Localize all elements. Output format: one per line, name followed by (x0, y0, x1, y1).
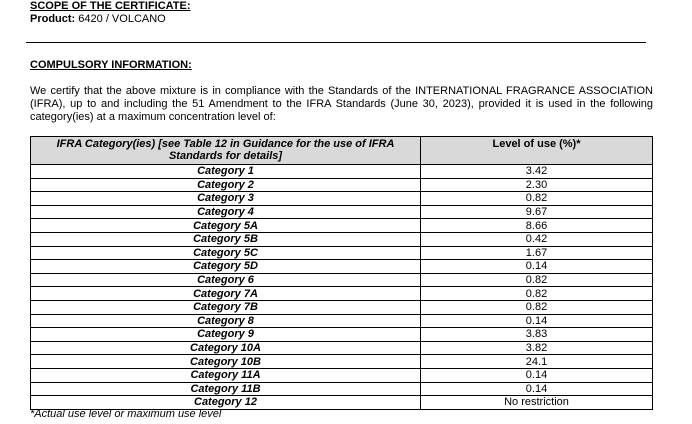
table-row (31, 232, 653, 246)
category-cell: Category 6 (31, 273, 421, 287)
table-row (31, 246, 653, 260)
scope-title: SCOPE OF THE CERTIFICATE: (30, 0, 191, 12)
footnote: *Actual use level or maximum use level (30, 408, 222, 420)
table-row (31, 178, 653, 192)
table-body (31, 165, 653, 410)
category-cell: Category 11B (31, 382, 421, 396)
category-cell: Category 10A (31, 341, 421, 355)
category-cell: Category 12 (31, 396, 421, 410)
level-column-header: Level of use (%)* (421, 137, 653, 165)
level-cell: 0.14 (421, 368, 653, 382)
category-cell: Category 3 (31, 192, 421, 206)
table-row (31, 355, 653, 369)
category-column-header: IFRA Category(ies) [see Table 12 in Guidance for the use of IFRA Standards for details] (31, 137, 421, 165)
table-row (31, 328, 653, 342)
category-cell: Category 8 (31, 314, 421, 328)
table-row (31, 382, 653, 396)
category-cell: Category 5D (31, 260, 421, 274)
category-cell: Category 1 (31, 165, 421, 179)
level-cell: 9.67 (421, 205, 653, 219)
category-cell: Category 7A (31, 287, 421, 301)
product-label: Product: (30, 13, 76, 25)
level-cell: 0.14 (421, 382, 653, 396)
compulsory-title: COMPULSORY INFORMATION: (30, 59, 192, 71)
table-header-row (31, 137, 653, 165)
table-row (31, 300, 653, 314)
category-cell: Category 5A (31, 219, 421, 233)
level-cell: 0.82 (421, 300, 653, 314)
table-row (31, 314, 653, 328)
category-cell: Category 2 (31, 178, 421, 192)
table-row (31, 260, 653, 274)
level-cell: 3.82 (421, 341, 653, 355)
table-row (31, 273, 653, 287)
table-row (31, 205, 653, 219)
table-row (31, 192, 653, 206)
table-row (31, 368, 653, 382)
category-cell: Category 5B (31, 232, 421, 246)
level-cell: 3.83 (421, 328, 653, 342)
category-cell: Category 7B (31, 300, 421, 314)
level-cell: 24.1 (421, 355, 653, 369)
level-cell: 2.30 (421, 178, 653, 192)
table-row (31, 341, 653, 355)
category-cell: Category 9 (31, 328, 421, 342)
category-cell: Category 11A (31, 368, 421, 382)
category-cell: Category 5C (31, 246, 421, 260)
level-cell: 3.42 (421, 165, 653, 179)
level-cell: 0.82 (421, 273, 653, 287)
level-cell: 0.82 (421, 192, 653, 206)
level-cell: 0.14 (421, 314, 653, 328)
table-row (31, 165, 653, 179)
category-cell: Category 10B (31, 355, 421, 369)
level-cell: No restriction (421, 396, 653, 410)
level-cell: 0.14 (421, 260, 653, 274)
section-divider (26, 42, 646, 43)
level-cell: 0.82 (421, 287, 653, 301)
level-cell: 1.67 (421, 246, 653, 260)
level-cell: 0.42 (421, 232, 653, 246)
category-cell: Category 4 (31, 205, 421, 219)
table-row (31, 219, 653, 233)
ifra-table (30, 136, 653, 410)
level-cell: 8.66 (421, 219, 653, 233)
table-row (31, 287, 653, 301)
product-value: 6420 / VOLCANO (78, 13, 166, 25)
product-line (30, 13, 166, 26)
compliance-paragraph: We certify that the above mixture is in compliance with the Standards of the INTERNATIONAL FRAGRANCE ASSOCIATION (IFRA), up to and including the 51 Amendment to the IFRA Standards (June 30, 2023), provided it is used in the following category(ies) at a maximum concentration level of: (30, 85, 653, 123)
